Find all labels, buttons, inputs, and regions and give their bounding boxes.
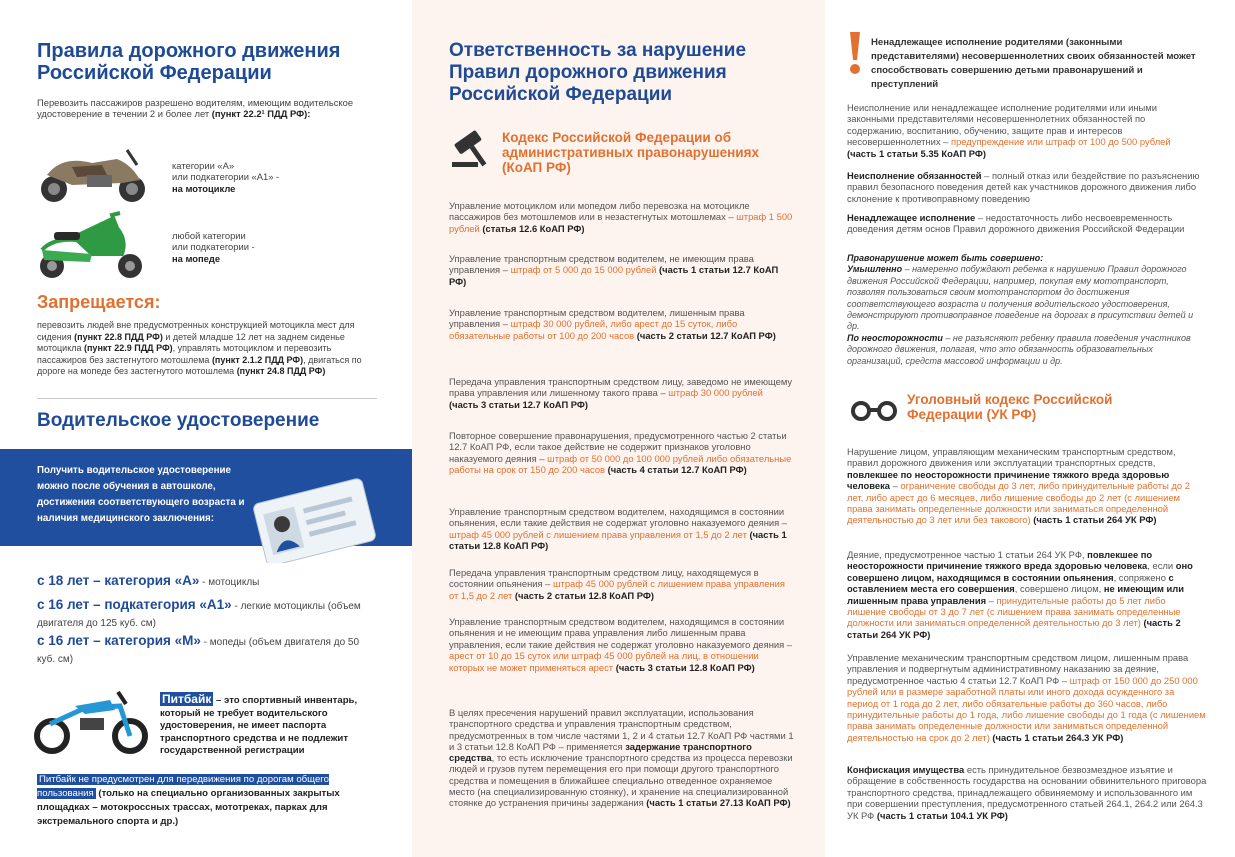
uk-p2: Деяние, предусмотренное частью 1 статьи 264 УК РФ, повлекшее по неосторожности причинение тяжкого вреда здоровью человека, если оно совершено лицом, находящимся в состоянии опьянения, сопряжено с оставлением места его совершения, совершено лицом, не имеющим или лишенным права управления – принудительные работы до 5 лет либо лишение свободы от 3 до 7 лет (с лишением права занимать определенные должности или заниматься определенной деятельностью до 3 лет) (часть 2 статьи 264 УК РФ) xyxy=(847,549,1193,640)
responsibility-title: Ответственность за нарушение Правил дорожного движения Российской Федерации xyxy=(449,40,747,105)
gavel-icon xyxy=(448,128,498,168)
parents-p4: Правонарушение может быть совершено: Умышленно – намеренно побуждают ребенка к нарушению Правил дорожного движения Российской Федерации, например, покупая ему мототранспорт, позволяя пользоваться своим мототранспортом до достижения соответствующего возраста и получения водительского удостоверения, демонстрируют противоправное поведение на дорогах в присутствии детей и др. По неосторожности – не разъясняют ребенку правила поведения участников дорожного движения, полагая, что это обязанность образовательных организаций, средств массовой информации и др. xyxy=(847,253,1194,366)
koap-item-5: Повторное совершение правонарушения, предусмотренного частью 2 статьи 12.7 КоАП РФ, если такое действие не содержит признаков уголовно наказуемого деяния – штраф от 50 000 до 100 000 рублей либо обязательные работы на срок от 150 до 200 часов (часть 4 статьи 12.7 КоАП РФ) xyxy=(449,430,792,476)
koap-item-7: Передача управления транспортным средством лицу, находящемуся в состоянии опьянения – штраф 45 000 рублей с лишением права управления от 1,5 до 2 лет (часть 2 статьи 12.8 КоАП РФ) xyxy=(449,567,785,601)
rules-title: Правила дорожного движения Российской Федерации xyxy=(37,40,341,84)
forbidden-title: Запрещается: xyxy=(37,292,161,312)
moped-caption: любой категории или подкатегории - на мопеде xyxy=(172,230,255,264)
column-rules xyxy=(0,0,412,857)
parents-p1: Неисполнение или ненадлежащее исполнение родителями или иными законными представителями несовершеннолетних обязанностей по содержанию, воспитанию, обучению, защите прав и интересов несовершеннолетних – предупреждение или штраф от 100 до 500 рублей (часть 1 статьи 5.35 КоАП РФ) xyxy=(847,102,1171,159)
license-title: Водительское удостоверение xyxy=(37,410,320,431)
koap-item-9: В целях пресечения нарушений правил эксплуатации, использования транспортного средства и управления транспортным средством, предусмотренных в том числе частями 1, 2 и 4 статьи 12.7 КоАП РФ частями 1 и 3 статьи 12.8 КоАП РФ – применяется задержание транспортного средства, то есть исключение транспортного средства из процесса перевозки людей и грузов путем перемещения его при помощи другого транспортного средства и помещения в ближайшее специально отведенное охраняемое место (на специализированную стоянку), и хранение на специализированной стоянке до устранения причины задержания (часть 1 статьи 27.13 КоАП РФ) xyxy=(449,707,794,809)
column-parents xyxy=(825,0,1235,857)
category-a: с 18 лет – категория «А» - мотоциклы xyxy=(37,573,260,588)
handcuffs-icon xyxy=(849,395,899,425)
pitbike-note: Питбайк не предусмотрен для передвижения по дорогам общего пользования (только на специально организованных закрытых площадках – мотокроссных трассах, мототреках, парках для экстремального спорта и др.) xyxy=(37,774,340,827)
koap-item-1: Управление мотоциклом или мопедом либо перевозка на мотоцикле пассажиров без мотошлемов или в незастегнутых мотошлемах – штраф 1 500 рублей (статья 12.6 КоАП РФ) xyxy=(449,200,793,234)
uk-p3: Управление механическим транспортным средством лицом, лишенным права управления и подвергнутым административному наказанию за деяние, предусмотренное частью 4 статьи 12.7 КоАП РФ – штраф от 150 000 до 250 000 рублей или в размере заработной платы или иного дохода осужденного за период от 1 года до 2 лет, либо обязательные работы до 360 часов, либо принудительные работы до 1 года, либо лишение свободы до 1 года (с лишением права занимать определенные должности или заниматься определенной деятельностью на срок до 2 лет) (часть 1 статьи 264.3 УК РФ) xyxy=(847,652,1206,743)
koap-item-8: Управление транспортным средством водителем, находящимся в состоянии опьянения и не имеющим права управления либо лишенным права управления, если такие действия не содержат уголовно наказуемого деяния – арест от 10 до 15 суток или штраф 45 000 рублей на лиц, в отношении которых не может применяться арест (часть 3 статьи 12.8 КоАП РФ) xyxy=(449,616,793,673)
koap-item-3: Управление транспортным средством водителем, лишенным права управления – штраф 30 000 рублей, либо арест до 15 суток, либо обязательные работы от 100 до 200 часов (часть 2 статьи 12.7 КоАП РФ) xyxy=(449,307,776,341)
pitbike-icon xyxy=(30,686,155,756)
koap-item-2: Управление транспортным средством водителем, не имеющим права управления – штраф от 5 000 до 15 000 рублей (часть 1 статьи 12.7 КоАП РФ) xyxy=(449,253,779,287)
koap-item-4: Передача управления транспортным средством лицу, заведомо не имеющему права управления или лишенному такого права – штраф 30 000 рублей (часть 3 статьи 12.7 КоАП РФ) xyxy=(449,376,793,410)
motorcycle-icon xyxy=(32,145,157,205)
category-m: с 16 лет – категория «М» - мопеды (объем двигателя до 50 куб. см) xyxy=(37,633,360,665)
moped-icon xyxy=(32,210,150,282)
uk-p1: Нарушение лицом, управляющим механическим транспортным средством, правил дорожного движения или эксплуатации транспортных средств, повлекшее по неосторожности причинение тяжкого вреда здоровью человека – ограничение свободы до 3 лет, либо принудительные работы до 2 лет, либо арест до 6 месяцев, либо лишение свободы до 2 лет (с лишением права занимать определенные должности или заниматься определенной деятельностью до 3 лет или без такового) (часть 1 статьи 264 УК РФ) xyxy=(847,446,1190,526)
category-a1: с 16 лет – подкатегория «А1» - легкие мотоциклы (объем двигателя до 125 куб. см) xyxy=(37,597,361,629)
exclamation-icon xyxy=(847,30,863,76)
intro-text: Перевозить пассажиров разрешено водителям, имеющим водительское удостоверение в течении 2 и более лет (пункт 22.2¹ ПДД РФ): xyxy=(37,97,354,120)
koap-item-6: Управление транспортным средством водителем, находящимся в состоянии опьянения, если такие действия не содержат уголовно наказуемого деяния – штраф 45 000 рублей с лишением права управления от 1,5 до 2 лет (часть 1 статьи 12.8 КоАП РФ) xyxy=(449,506,788,552)
license-info-text: Получить водительское удостоверение можно после обучения в автошколе, достижения соответствующего возраста и наличия медицинского заключения: xyxy=(37,465,245,524)
moto-caption: категории «А» или подкатегории «А1» - на мотоцикле xyxy=(172,160,280,194)
column-responsibility xyxy=(412,0,825,857)
koap-title: Кодекс Российской Федерации об административных правонарушениях (КоАП РФ) xyxy=(502,130,759,175)
uk-p4: Конфискация имущества есть принудительное безвозмездное изъятие и обращение в собственность государства на основании обвинительного приговора транспортного средства, принадлежащего обвиняемому и использованного им при совершении преступления, предусмотренного статьей 264.1, 264.2 или 264.3 УК РФ (часть 1 статьи 104.1 УК РФ) xyxy=(847,764,1207,821)
id-card-icon xyxy=(250,478,380,563)
divider xyxy=(37,398,377,399)
forbidden-text: перевозить людей вне предусмотренных конструкцией мотоцикла мест для сидения (пункт 22.8 ПДД РФ) и детей младше 12 лет на заднем сиденье мотоцикла (пункт 22.9 ПДД РФ), управлять мотоциклом и перевозить пассажиров без застегнутого мотошлема (пункт 2.1.2 ПДД РФ), двигаться по дороге на мопеде без застегнутого мотошлема (пункт 24.8 ПДД РФ) xyxy=(37,320,362,377)
parents-p2: Неисполнение обязанностей – полный отказ или бездействие по разъяснению правил безопасного поведения детей как участников дорожного движения либо склонение к противоправному поведению xyxy=(847,170,1200,204)
pitbike-text: Питбайк – это спортивный инвентарь, который не требует водительского удостоверения, не имеет паспорта транспортного средства и не подлежит государственной регистрации xyxy=(160,692,358,757)
parents-p3: Ненадлежащее исполнение – недостаточность либо несвоевременность доведения детям основ Правил дорожного движения Российской Федерации xyxy=(847,212,1185,235)
uk-title: Уголовный кодекс Российской Федерации (УК РФ) xyxy=(907,392,1113,422)
warning-text: Ненадлежащее исполнение родителями (законными представителями) несовершеннолетних своих обязанностей может способствовать совершению детьми правонарушений и преступлений xyxy=(871,37,1196,90)
